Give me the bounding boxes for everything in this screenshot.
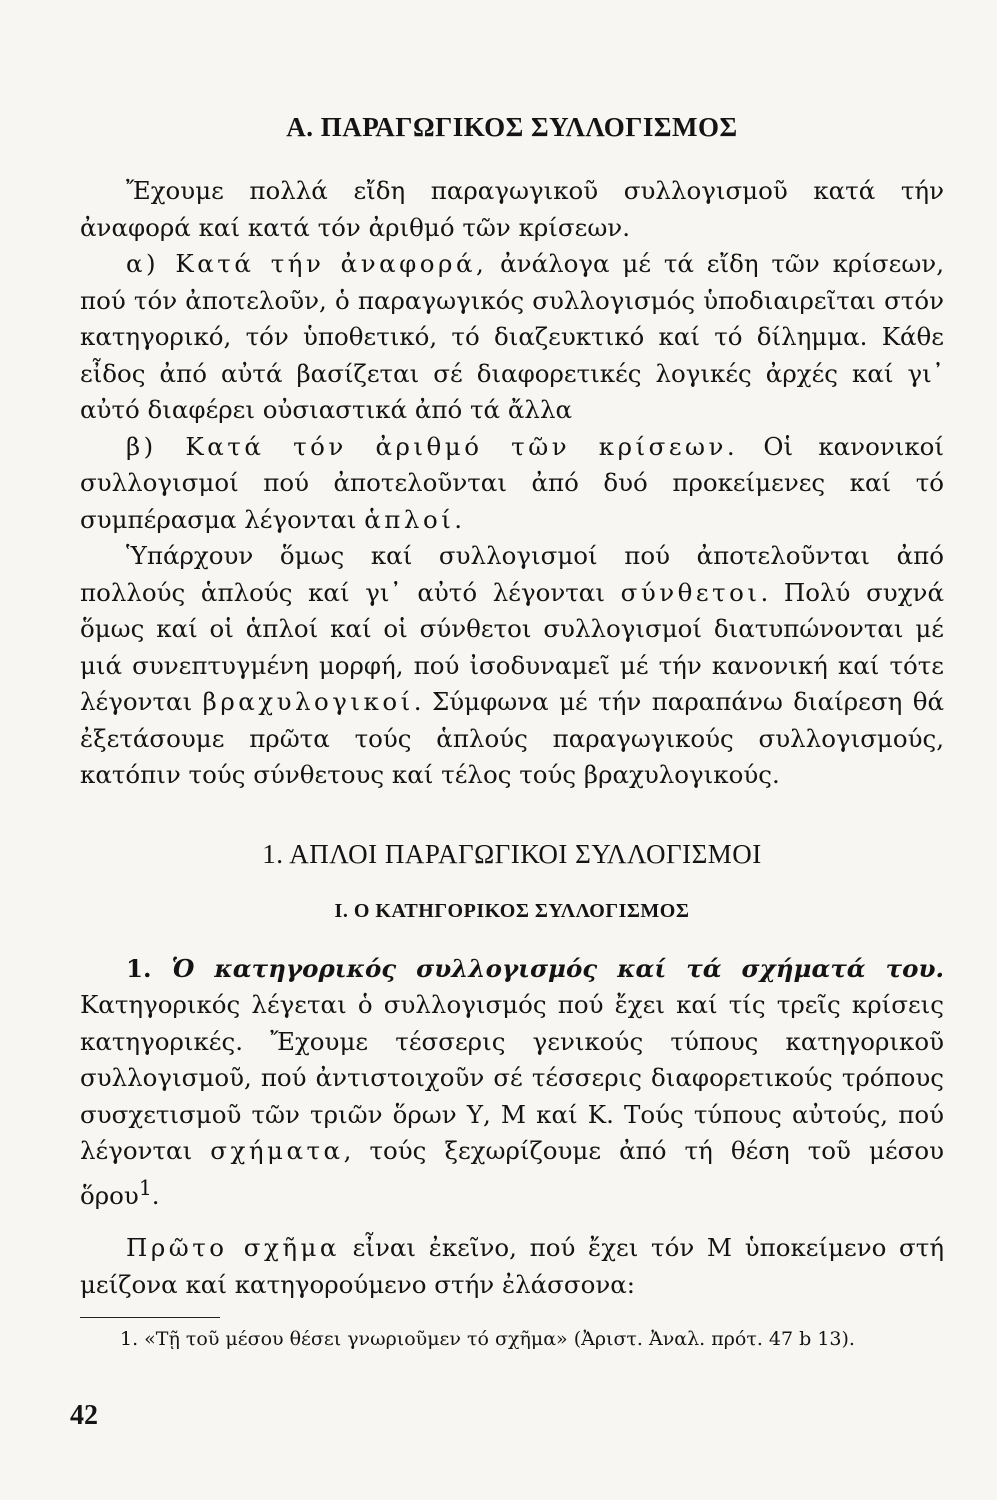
part-title: 1. ΑΠΛΟΙ ΠΑΡΑΓΩΓΙΚΟΙ ΣΥΛΛΟΓΙΣΜΟΙ	[262, 838, 762, 869]
term-compound: σύνθετοι	[620, 577, 761, 607]
point-a-label: α) Κατά τήν ἀναφορά,	[126, 249, 488, 278]
first-figure-text: εἶναι ἐκεῖνο, πού ἔχει τόν Μ ὑποκείμενο στή μείζονα καί κατηγορούμενο στήν ἐλάσσονα:	[80, 1233, 944, 1299]
compound-text-3: . Σύμφωνα μέ τήν παραπάνω διαίρεση θά ἐξετάσουμε πρῶτα τούς ἁπλούς παραγωγικούς συλλογισμούς, κατόπιν τούς σύνθετους καί τέλος τούς βραχυλογικούς.	[80, 687, 944, 789]
subsection-end: .	[151, 1180, 160, 1210]
page-number: 42	[70, 1400, 98, 1431]
compound-paragraph	[80, 538, 944, 794]
term-brachylogical: βραχυλογικοί	[202, 687, 414, 716]
point-a-text: ἀνάλογα μέ τά εἴδη τῶν κρίσεων, πού τόν ἀποτελοῦν, ὁ παραγωγικός συλλογισμός ὑποδιαιρεῖται στόν κατηγορικό, τόν ὑποθετικό, τό διαζευκτικό καί τό δίλημμα. Κάθε εἶδος ἀπό αὐτά βασίζεται σέ διαφορετικές λογικές ἀρχές καί γι᾿ αὐτό διαφέρει οὐσιαστικά ἀπό τά ἄλλα	[80, 249, 944, 424]
point-a-paragraph	[80, 246, 944, 429]
section-title: Α. ΠΑΡΑΓΩΓΙΚΟΣ ΣΥΛΛΟΓΙΣΜΟΣ	[286, 112, 738, 142]
point-b-end: .	[454, 504, 463, 534]
footnote-rule	[80, 1317, 220, 1318]
subsection-paragraph	[80, 951, 944, 1215]
subsection-text-1: Κατηγορικός λέγεται ὁ συλλογισμός πού ἔχει καί τίς τρεῖς κρίσεις κατηγορικές. Ἔχουμε τέσσερις γενικούς τύπους κατηγορικοῦ συλλογισμοῦ, πού ἀντιστοιχοῦν σέ τέσσερις διαφορετικούς τρόπους συσχετισμοῦ τῶν τριῶν ὅρων Υ, Μ καί Κ. Τούς τύπους αὐτούς, πού λέγονται	[80, 990, 944, 1165]
term-simple: ἁπλοί	[364, 504, 455, 534]
point-b-text: Οἱ κανονικοί συλλογισμοί πού ἀποτελοῦνται ἀπό δυό προκείμενες καί τό συμπέρασμα λέγονται	[80, 431, 944, 534]
footnote-ref: 1	[138, 1175, 152, 1200]
term-figures: σχήματα	[210, 1136, 344, 1165]
subsection-title: Ὁ κατηγορικός συλλογισμός καί τά σχήματά του.	[151, 953, 944, 983]
chapter-title: Ι. Ο ΚΑΤΗΓΟΡΙΚΟΣ ΣΥΛΛΟΓΙΣΜΟΣ	[334, 899, 690, 922]
compound-text-2: . Πολύ συχνά ὅμως καί οἱ ἁπλοί καί οἱ σύνθετοι συλλογισμοί διατυπώνονται μέ μιά συνεπτυγμένη μορφή, πού ἰσοδυναμεῖ μέ τήν κανονική καί τότε λέγονται	[80, 577, 944, 716]
subsection-number: 1.	[126, 953, 152, 983]
point-b-label: β) Κατά τόν ἀριθμό τῶν κρίσεων.	[126, 431, 739, 461]
first-figure-paragraph	[80, 1230, 944, 1303]
footnote: 1. «Τῇ τοῦ μέσου θέσει γνωριοῦμεν τό σχῆμα» (Ἀριστ. Ἀναλ. πρότ. 47 b 13).	[120, 1328, 855, 1351]
term-first-figure: Πρῶτο σχῆμα	[126, 1233, 340, 1263]
point-b-paragraph	[80, 429, 944, 539]
subsection-text-2: , τούς ξεχωρίζουμε ἀπό τή θέση τοῦ μέσου ὅρου	[80, 1136, 945, 1210]
compound-text-1: Ὑπάρχουν ὅμως καί συλλογισμοί πού ἀποτελοῦνται ἀπό πολλούς ἁπλούς καί γι᾿ αὐτό λέγονται	[80, 541, 944, 607]
intro-paragraph: Ἔχουμε πολλά εἴδη παραγωγικοῦ συλλογισμοῦ κατά τήν ἀναφορά καί κατά τόν ἀριθμό τῶν κρίσεων.	[80, 176, 944, 242]
page-body	[80, 112, 944, 1352]
